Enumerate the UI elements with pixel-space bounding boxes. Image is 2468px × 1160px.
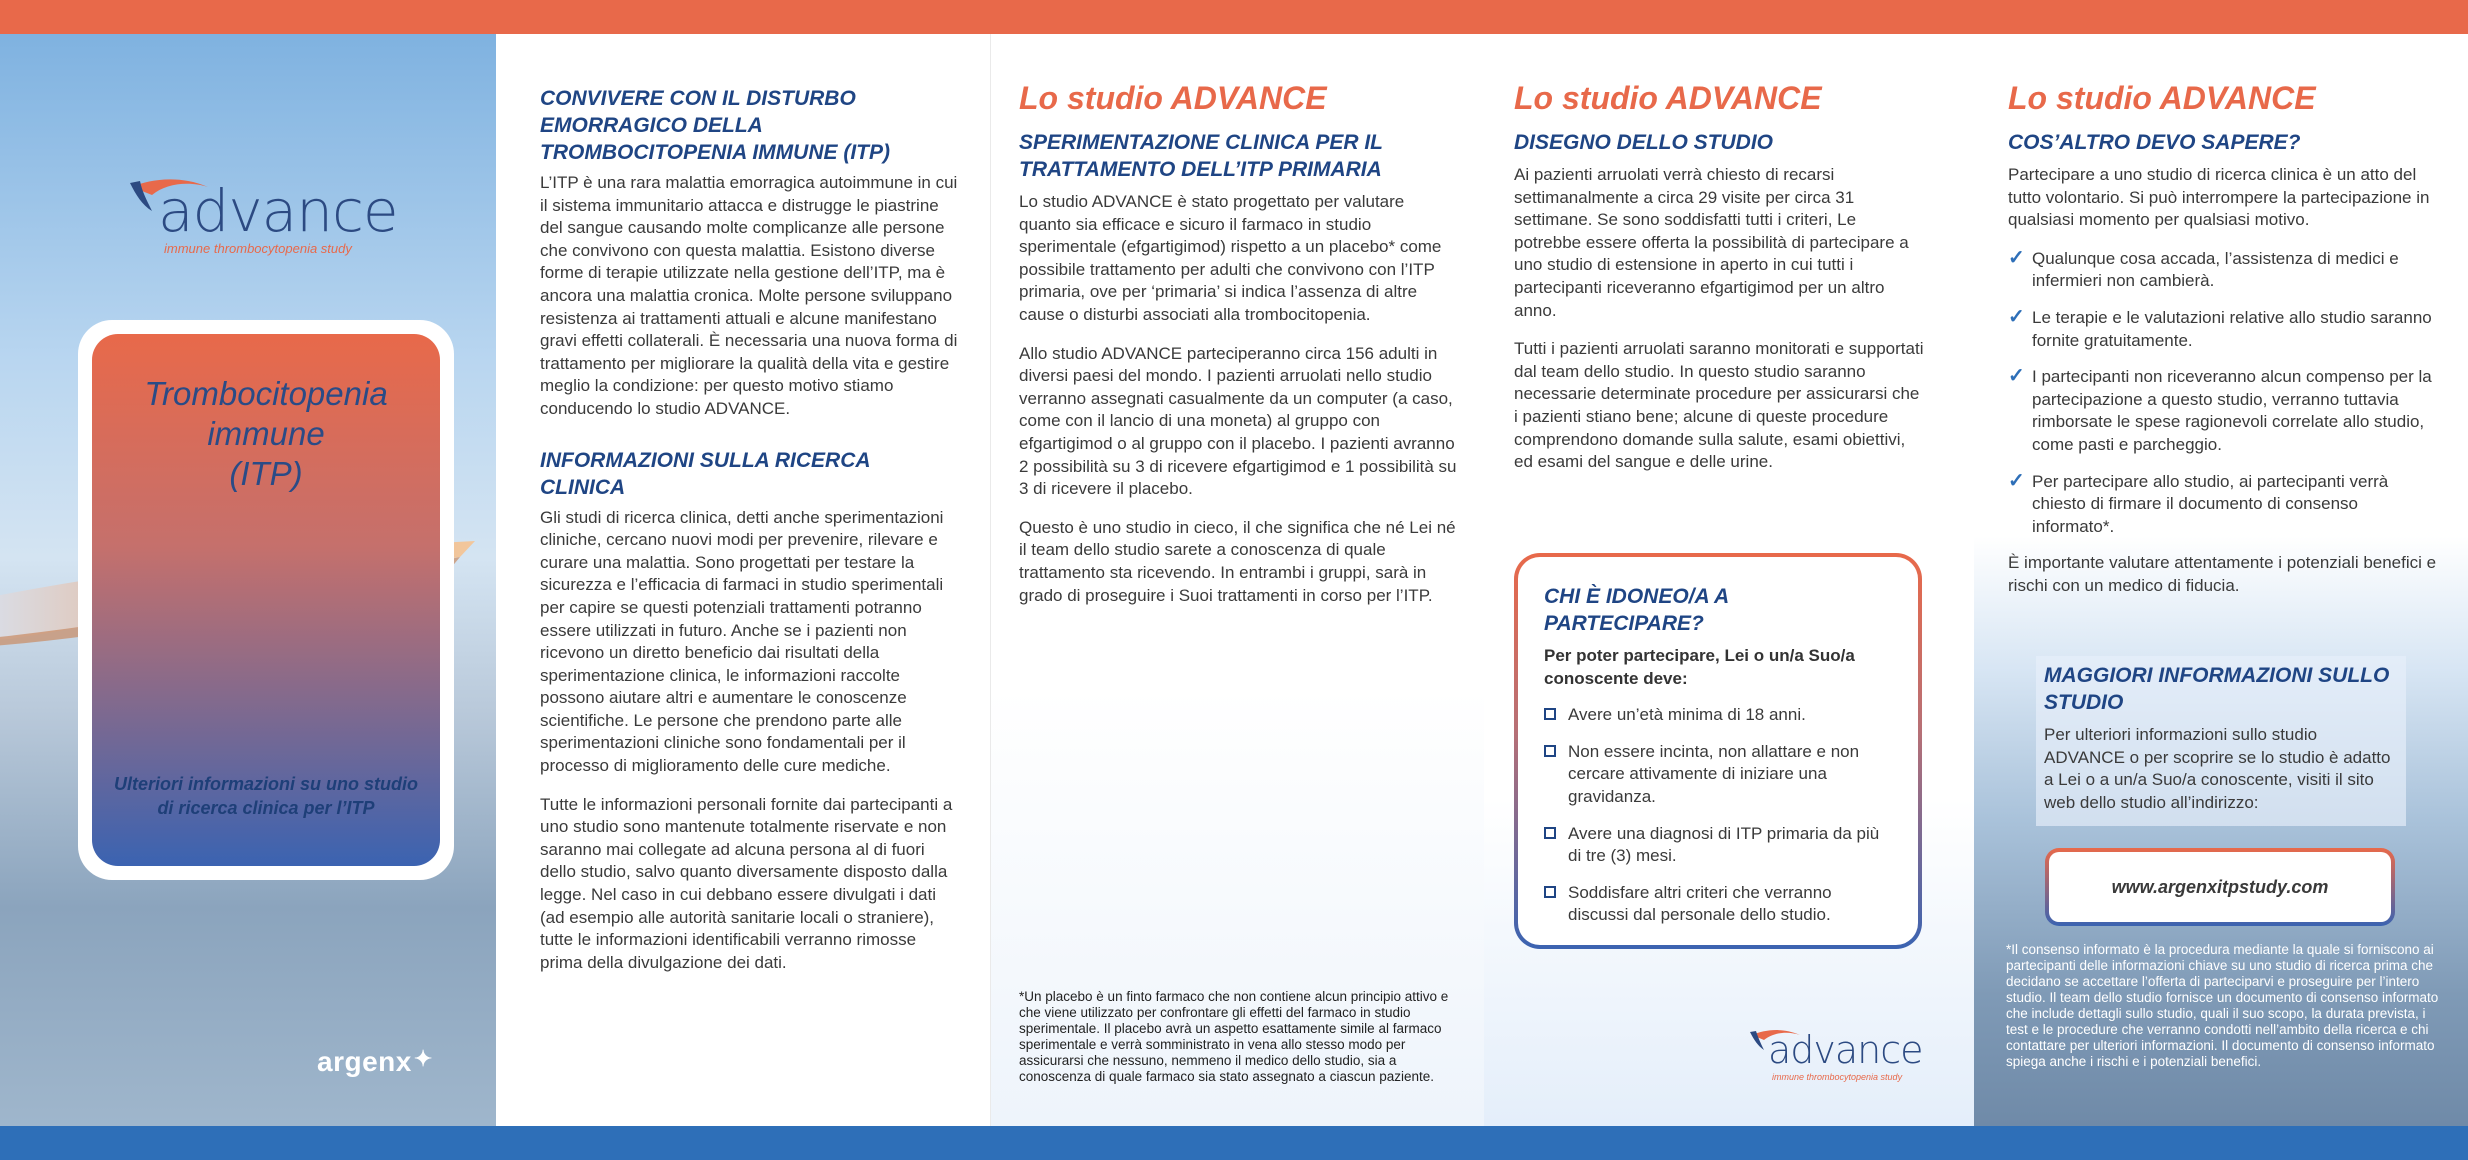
heading-trial: SPERIMENTAZIONE CLINICA PER IL TRATTAMENTO DELL’ITP PRIMARIA	[1019, 131, 1383, 181]
kicker-bold: ADVANCE	[1665, 80, 1822, 116]
eligibility-item	[1544, 882, 1894, 927]
logo-wordmark: advance	[1768, 1028, 1923, 1072]
study-website-link[interactable]: www.argenxitpstudy.com	[2045, 848, 2395, 926]
list-item	[2008, 471, 2438, 539]
panel-what-else	[1974, 34, 2468, 1126]
logo-wordmark: advance	[158, 177, 398, 245]
checkmark-icon: ✓	[2008, 469, 2025, 492]
heading-clinical-research: INFORMAZIONI SULLA RICERCA CLINICA	[540, 448, 870, 499]
kicker-text: Lo studio	[2008, 80, 2152, 116]
list-item	[2008, 248, 2438, 293]
checkmark-icon: ✓	[2008, 365, 2025, 388]
panel-living-with-itp	[496, 34, 990, 1126]
list-item-text: I partecipanti non riceveranno alcun compenso per la partecipazione a questo studio, verranno tuttavia rimborsate le spese ragionevoli correlate allo studio, come pasti e parcheggio.	[2032, 367, 2432, 454]
top-orange-bar	[0, 0, 2468, 34]
checkbox-icon	[1544, 886, 1556, 898]
checkbox-icon	[1544, 745, 1556, 757]
kicker-study-advance	[2008, 79, 2438, 117]
cover-card-border	[92, 334, 440, 866]
eligibility-item-text: Avere un’età minima di 18 anni.	[1568, 705, 1806, 725]
kicker-bold: ADVANCE	[1170, 80, 1327, 116]
argenx-logo	[317, 1046, 433, 1078]
eligibility-item-text: Soddisfare altri criteri che verranno discussi dal personale dello studio.	[1568, 882, 1832, 925]
heading-study-design: DISEGNO DELLO STUDIO	[1514, 131, 1774, 154]
eligibility-card	[1514, 553, 1922, 949]
paragraph-clinical-research: Gli studi di ricerca clinica, detti anche sperimentazioni cliniche, cercano nuovi modi per prevenire, rilevare e curare una malattia. Sono progettati per testare la sicurezza e l’efficacia di farmaci in studio sperimentali per capire se questi potenziali trattamenti potranno essere utilizzati in futuro. Anche se i pazienti non ricevono un diretto beneficio dai risultati della sperimentazione clinica, le informazioni raccolte possono aiutare altri e aumentare le conoscenze scientifiche. Le persone che prendono parte alle sperimentazioni cliniche sono fondamentali per il processo di miglioramento delle cure mediche.	[540, 507, 944, 776]
participant-info-list	[2008, 248, 2438, 539]
more-info-box	[2036, 656, 2406, 826]
eligibility-item	[1544, 741, 1894, 809]
paragraph-evaluate: È importante valutare attentamente i potenziali benefici e rischi con un medico di fiducia.	[2008, 553, 2437, 595]
list-item-text: Qualunque cosa accada, l’assistenza di medici e infermieri non cambierà.	[2032, 248, 2399, 291]
paragraph-privacy: Tutte le informazioni personali fornite dai partecipanti a uno studio sono mantenute totalmente riservate e non saranno mai collegate ad alcuna persona al di fuori dello studio, salvo quanto diversamente disposto dalla legge. Nel caso in cui debbano essere divulgati i dati (ad esempio alle autorità sanitarie locali o straniere), tutte le informazioni identificabili verranno rimosse prima della divulgazione dei dati.	[540, 794, 953, 972]
checkbox-icon	[1544, 827, 1556, 839]
heading-what-else: COS’ALTRO DEVO SAPERE?	[2008, 131, 2301, 154]
paragraph-blinding: Questo è uno studio in cieco, il che significa che né Lei né il team dello studio sarete a conoscenza di quale trattamento sta ricevendo. In entrambi i gruppi, sarà in grado di proseguire i Suoi trattamenti in corso per l’ITP.	[1019, 517, 1456, 605]
eligibility-item	[1544, 823, 1894, 868]
checkmark-icon: ✓	[2008, 246, 2025, 269]
logo-tagline: immune thrombocytopenia study	[1772, 1072, 1903, 1082]
kicker-study-advance	[1514, 79, 1924, 117]
consent-footnote: *Il consenso informato è la procedura mediante la quale si forniscono ai partecipanti delle informazioni chiave su uno studio di ricerca prima che decidano se accettare l’offerta di parteciparvi e proseguire per l’intero studio. Il team dello studio fornisce un documento di consenso informato che include dettagli sullo studio, quali il suo scopo, la durata prevista, i test e le procedure che verranno condotti nell’ambito della ricerca e chi contattare per ulteriori informazioni. Il documento di consenso informato spiega anche i rischi e i potenziali benefici.	[2006, 942, 2439, 1069]
cover-card	[78, 320, 454, 880]
list-item-text: Per partecipare allo studio, ai partecipanti verrà chiesto di firmare il documento di consenso informato*.	[2032, 471, 2389, 536]
logo-tagline: immune thrombocytopenia study	[164, 241, 352, 256]
list-item	[2008, 307, 2438, 352]
list-item	[2008, 366, 2438, 456]
placebo-footnote: *Un placebo è un finto farmaco che non contiene alcun principio attivo e che viene utilizzato per confrontare gli effetti del farmaco in studio sperimentale. Il placebo avrà un aspetto esattamente simile al farmaco sperimentale e verrà somministrato in vena allo stesso modo per assicurarsi che nessuno, nemmeno il medico dello studio, sia a conoscenza di quale farmaco sia stato assegnato a ciascun paziente.	[1019, 989, 1449, 1084]
eligibility-list	[1544, 704, 1894, 927]
more-info-text: Per ulteriori informazioni sullo studio ADVANCE o per scoprire se lo studio è adatto a Lei o a un/a Suo/a conoscente, visiti il sito web dello studio all’indirizzo:	[2044, 725, 2391, 812]
eligibility-item-text: Avere una diagnosi di ITP primaria da più di tre (3) mesi.	[1568, 823, 1880, 866]
list-item-text: Le terapie e le valutazioni relative allo studio saranno fornite gratuitamente.	[2032, 307, 2432, 350]
paragraph-trial-design: Lo studio ADVANCE è stato progettato per valutare quanto sia efficace e sicuro il farmaco in studio sperimentale (efgartigimod) rispetto a un placebo* come possibile trattamento per adulti che convivono con l’ITP primaria, ove per ‘primaria’ si indica l’assenza di altre cause o disturbi associati alla trombocitopenia.	[1019, 192, 1442, 324]
more-info-title: MAGGIORI INFORMAZIONI SULLO STUDIO	[2044, 664, 2390, 714]
cover-title	[96, 374, 436, 494]
paragraph-visits: Ai pazienti arruolati verrà chiesto di recarsi settimanalmente a circa 29 visite per circa 31 settimane. Se sono soddisfatti tutti i criteri, Le potrebbe essere offerta la possibilità di partecipare a uno studio di estensione in aperto in cui tutti i partecipanti riceveranno efgartigimod per un altro anno.	[1514, 165, 1909, 320]
kicker-study-advance	[1019, 79, 1459, 117]
kicker-text: Lo studio	[1019, 80, 1163, 116]
heading-living-with-itp: CONVIVERE CON IL DISTURBO EMORRAGICO DELLA TROMBOCITOPENIA IMMUNE (ITP)	[540, 87, 890, 164]
kicker-text: Lo studio	[1514, 80, 1658, 116]
checkbox-icon	[1544, 708, 1556, 720]
panel-trial	[990, 34, 1484, 1126]
bottom-blue-bar	[0, 1126, 2468, 1160]
eligibility-item-text: Non essere incinta, non allattare e non cercare attivamente di iniziare una gravidanza.	[1568, 741, 1860, 806]
paragraph-itp-intro: L’ITP è una rara malattia emorragica autoimmune in cui il sistema immunitario attacca e distrugge le piastrine del sangue causando molte complicanze alle persone che convivono con questa malattia. Esistono diverse forme di terapie utilizzate nella gestione dell’ITP, ma è ancora una malattia cronica. Molte persone sviluppano resistenza ai trattamenti attuali e alcune manifestano gravi effetti collaterali. È necessaria una nuova forma di trattamento per migliorare la qualità della vita e gestire meglio la condizione: per questo motivo stiamo conducendo lo studio ADVANCE.	[540, 173, 958, 418]
cover-subtitle: Ulteriori informazioni su uno studio di ricerca clinica per l’ITP	[114, 774, 418, 818]
cover-title-line3: (ITP)	[229, 455, 303, 492]
kicker-bold: ADVANCE	[2159, 80, 2316, 116]
cover-panel	[0, 34, 496, 1126]
eligibility-intro: Per poter partecipare, Lei o un/a Suo/a conoscente deve:	[1544, 646, 1855, 688]
paragraph-voluntary: Partecipare a uno studio di ricerca clinica è un atto del tutto volontario. Si può interrompere la partecipazione in qualsiasi momento per qualsiasi motivo.	[2008, 165, 2430, 230]
eligibility-title: CHI È IDONEO/A A PARTECIPARE?	[1544, 585, 1729, 635]
argenx-mark-icon: ✦	[413, 1046, 433, 1071]
cover-title-line2: immune	[207, 415, 325, 452]
eligibility-item	[1544, 704, 1894, 727]
cover-title-line1: Trombocitopenia	[144, 375, 388, 412]
checkmark-icon: ✓	[2008, 305, 2025, 328]
argenx-wordmark: argenx	[317, 1046, 412, 1077]
paragraph-randomization: Allo studio ADVANCE parteciperanno circa 156 adulti in diversi paesi del mondo. I pazienti arruolati nello studio verranno assegnati casualmente da un computer (a caso, come con il lancio di una moneta) al gruppo con efgartigimod o al gruppo con il placebo. I pazienti avranno 2 possibilità su 3 di ricevere efgartigimod e 1 possibilità su 3 di ricevere il placebo.	[1019, 343, 1457, 499]
paragraph-monitoring: Tutti i pazienti arruolati saranno monitorati e supportati dal team dello studio. In questo studio saranno necessarie determinate procedure per assicurarsi che i pazienti stiano bene; alcune di queste procedure comprendono domande sulla salute, esami obiettivi, ed esami del sangue e delle urine.	[1514, 339, 1924, 472]
